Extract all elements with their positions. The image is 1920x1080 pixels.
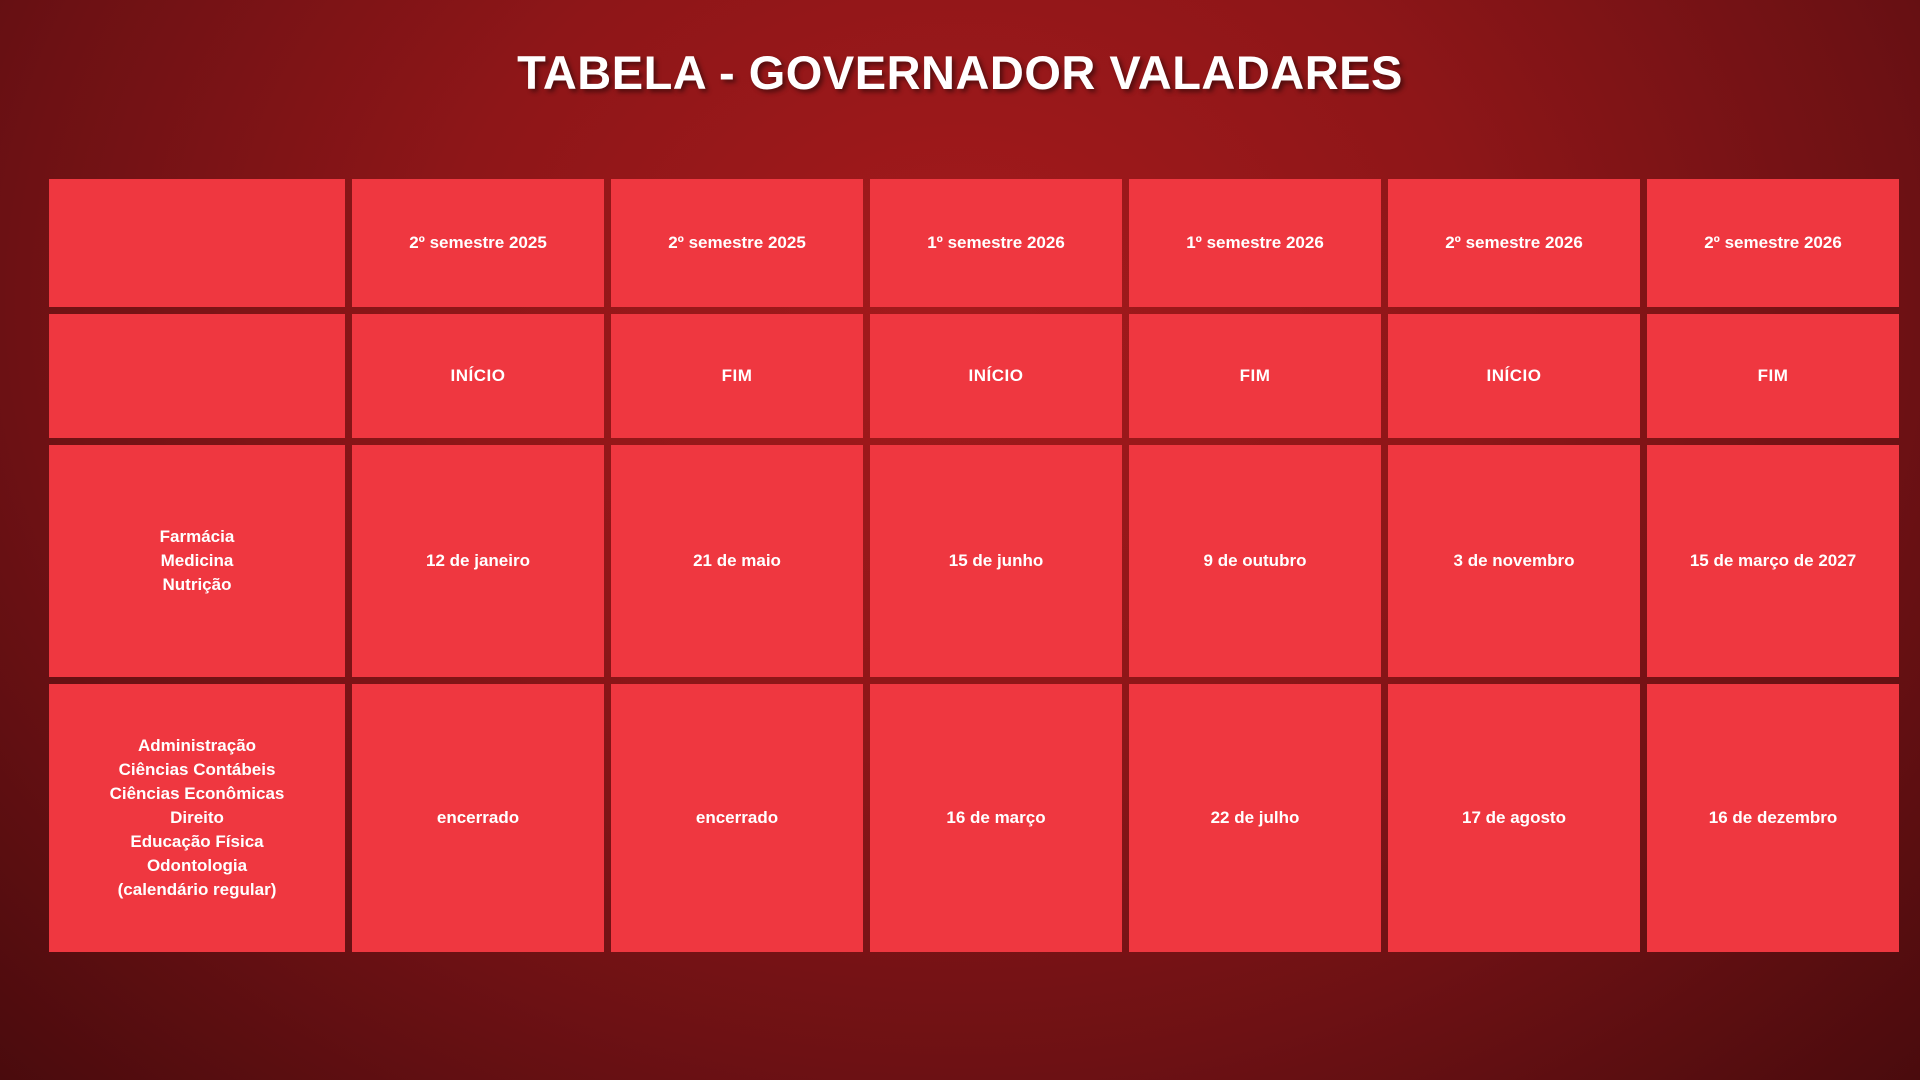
schedule-table bbox=[42, 172, 1906, 959]
row1-value-5: 3 de novembro bbox=[1388, 445, 1640, 677]
course-name: Ciências Contábeis bbox=[118, 759, 276, 779]
row2-value-2: encerrado bbox=[611, 684, 863, 952]
row1-value-4: 9 de outubro bbox=[1129, 445, 1381, 677]
row2-value-3: 16 de março bbox=[870, 684, 1122, 952]
course-group-2 bbox=[49, 684, 345, 952]
period-header-5: 2º semestre 2026 bbox=[1388, 179, 1640, 307]
phase-header-1: INÍCIO bbox=[352, 314, 604, 438]
period-header-2: 2º semestre 2025 bbox=[611, 179, 863, 307]
period-header-row bbox=[49, 179, 1899, 307]
course-name: Odontologia bbox=[146, 856, 248, 876]
row1-value-3: 15 de junho bbox=[870, 445, 1122, 677]
phase-header-3: INÍCIO bbox=[870, 314, 1122, 438]
row1-value-6: 15 de março de 2027 bbox=[1647, 445, 1899, 677]
row1-value-1: 12 de janeiro bbox=[352, 445, 604, 677]
phase-header-5: INÍCIO bbox=[1388, 314, 1640, 438]
period-header-6: 2º semestre 2026 bbox=[1647, 179, 1899, 307]
row1-value-2: 21 de maio bbox=[611, 445, 863, 677]
row2-value-6: 16 de dezembro bbox=[1647, 684, 1899, 952]
row2-value-4: 22 de julho bbox=[1129, 684, 1381, 952]
course-name: Medicina bbox=[160, 550, 234, 570]
course-name: Farmácia bbox=[159, 526, 235, 546]
table-row bbox=[49, 684, 1899, 952]
row2-value-5: 17 de agosto bbox=[1388, 684, 1640, 952]
period-header-4: 1º semestre 2026 bbox=[1129, 179, 1381, 307]
course-group-1 bbox=[49, 445, 345, 677]
phase-header-4: FIM bbox=[1129, 314, 1381, 438]
course-name: Educação Física bbox=[130, 832, 264, 852]
course-name: Ciências Econômicas bbox=[109, 783, 285, 803]
schedule-table-container bbox=[42, 172, 1878, 959]
period-header-1: 2º semestre 2025 bbox=[352, 179, 604, 307]
phase-header-6: FIM bbox=[1647, 314, 1899, 438]
table-row bbox=[49, 445, 1899, 677]
course-name: Nutrição bbox=[162, 575, 232, 595]
corner-blank-cell bbox=[49, 179, 345, 307]
phase-header-2: FIM bbox=[611, 314, 863, 438]
page-title: TABELA - GOVERNADOR VALADARES bbox=[517, 46, 1403, 99]
course-name: Direito bbox=[170, 807, 224, 827]
corner-blank-cell-2 bbox=[49, 314, 345, 438]
row2-value-1: encerrado bbox=[352, 684, 604, 952]
course-name: Administração bbox=[137, 735, 257, 755]
course-note: (calendário regular) bbox=[117, 880, 277, 900]
period-header-3: 1º semestre 2026 bbox=[870, 179, 1122, 307]
phase-header-row bbox=[49, 314, 1899, 438]
